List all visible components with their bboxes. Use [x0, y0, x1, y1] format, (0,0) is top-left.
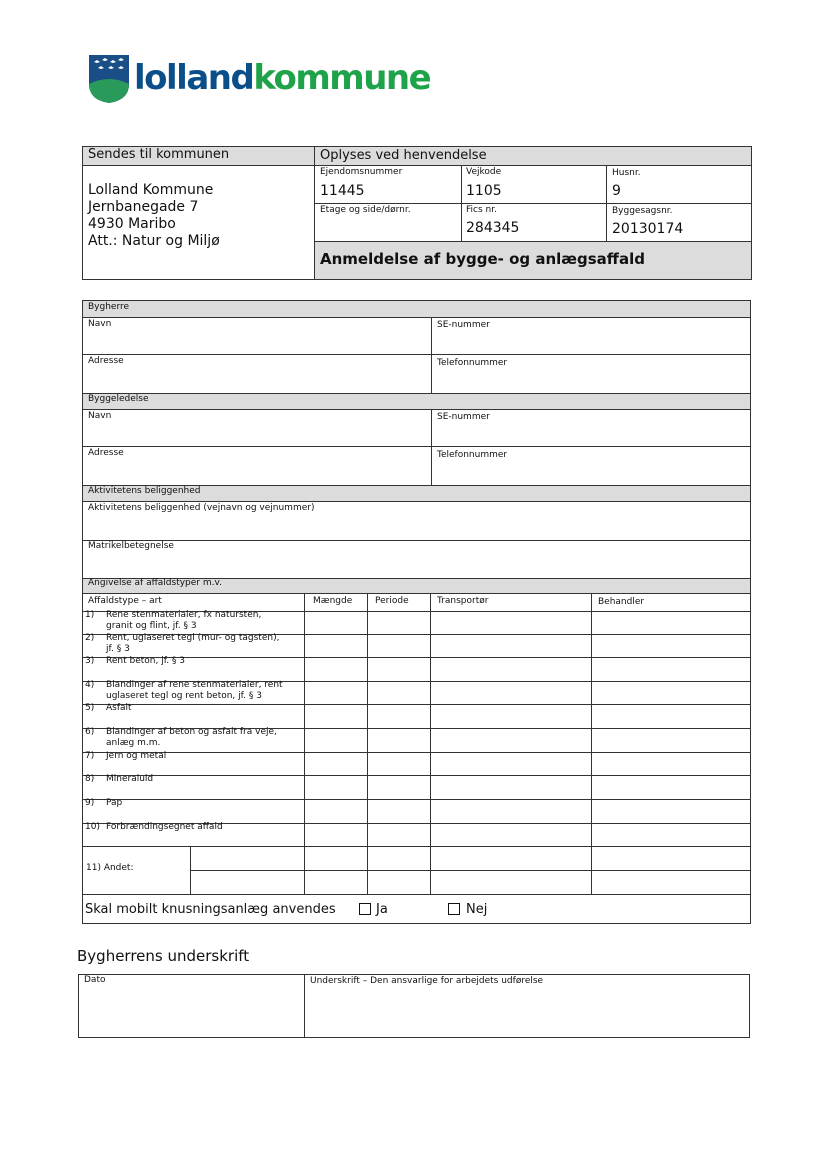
husnr-label: Husnr. — [612, 168, 641, 178]
waste-row-label: Jern og metal — [106, 751, 167, 761]
byggeledelse-adresse-label[interactable]: Adresse — [88, 448, 124, 458]
inquiry-title: Oplyses ved henvendelse — [320, 148, 487, 163]
section-byggeledelse: Byggeledelse — [88, 394, 149, 404]
address-line-4: Att.: Natur og Miljø — [88, 233, 220, 249]
signature-title: Bygherrens underskrift — [77, 947, 250, 965]
waste-row-label: Rent beton, jf. § 3 — [106, 656, 186, 666]
crusher-yes-label: Ja — [376, 902, 388, 917]
waste-row-number: 10) — [85, 822, 100, 832]
col-header-periode: Periode — [375, 596, 409, 606]
address-line-1: Lolland Kommune — [88, 182, 214, 198]
section-affald: Angivelse af affaldstyper m.v. — [88, 578, 222, 588]
col-header-transportor: Transportør — [437, 596, 489, 606]
crusher-no-checkbox[interactable] — [448, 903, 460, 915]
other-label: 11) Andet: — [86, 863, 134, 873]
byggeledelse-se-label[interactable]: SE-nummer — [437, 412, 490, 422]
fics-value: 284345 — [466, 220, 520, 236]
logo-text-kommune: kommune — [253, 58, 431, 98]
section-aktivitet: Aktivitetens beliggenhed — [88, 486, 201, 496]
ejendomsnummer-label: Ejendomsnummer — [320, 167, 403, 177]
aktivitet-field-label[interactable]: Aktivitetens beliggenhed (vejnavn og vejnummer) — [88, 503, 315, 513]
logo — [88, 54, 431, 106]
crusher-question: Skal mobilt knusningsanlæg anvendes — [85, 902, 336, 917]
col-header-type: Affaldstype – art — [88, 596, 162, 606]
bygherre-telefon-label[interactable]: Telefonnummer — [437, 358, 508, 368]
waste-row-label-cont: anlæg m.m. — [106, 738, 161, 748]
bygherre-navn-label[interactable]: Navn — [88, 319, 112, 329]
waste-row-label: Mineraluld — [106, 774, 154, 784]
waste-row-label: Rent, uglaseret tegl (mur- og tagsten), — [106, 633, 280, 643]
waste-row-label-cont: jf. § 3 — [106, 644, 130, 654]
col-header-behandler: Behandler — [598, 597, 645, 607]
address-line-2: Jernbanegade 7 — [88, 199, 199, 215]
waste-row-label-cont: granit og flint, jf. § 3 — [106, 621, 197, 631]
vejkode-label: Vejkode — [466, 167, 502, 177]
address-line-3: 4930 Maribo — [88, 216, 176, 232]
waste-row-number: 8) — [85, 774, 95, 784]
waste-row-label: Blandinger af rene stenmaterialer, rent — [106, 680, 283, 690]
waste-row-number: 7) — [85, 751, 95, 761]
waste-row-number: 2) — [85, 633, 95, 643]
logo-text-lolland: lolland — [134, 58, 254, 98]
signature-date-label[interactable]: Dato — [84, 975, 106, 985]
fics-label: Fics nr. — [466, 205, 497, 215]
waste-row-number: 6) — [85, 727, 95, 737]
waste-row-label: Pap — [106, 798, 123, 808]
waste-row-label: Rene stenmaterialer, fx natursten, — [106, 610, 262, 620]
waste-row-number: 1) — [85, 610, 95, 620]
col-header-maengde: Mængde — [313, 596, 353, 606]
byggeledelse-telefon-label[interactable]: Telefonnummer — [437, 450, 508, 460]
section-bygherre: Bygherre — [88, 302, 130, 312]
vejkode-value: 1105 — [466, 183, 502, 199]
form-title: Anmeldelse af bygge- og anlægsaffald — [320, 250, 645, 268]
waste-row-label: Asfalt — [106, 703, 132, 713]
waste-row-number: 9) — [85, 798, 95, 808]
waste-row-label: Forbrændingsegnet affald — [106, 822, 223, 832]
byggesagsnr-value: 20130174 — [612, 221, 684, 237]
byggesagsnr-label: Byggesagsnr. — [612, 206, 673, 216]
bygherre-adresse-label[interactable]: Adresse — [88, 356, 124, 366]
etage-label: Etage og side/dørnr. — [320, 205, 411, 215]
waste-row-label: Blandinger af beton og asfalt fra veje, — [106, 727, 277, 737]
crusher-yes-checkbox[interactable] — [359, 903, 371, 915]
waste-row-label-cont: uglaseret tegl og rent beton, jf. § 3 — [106, 691, 262, 701]
husnr-value: 9 — [612, 183, 621, 199]
waste-row-number: 3) — [85, 656, 95, 666]
crusher-no-label: Nej — [466, 902, 488, 917]
ejendomsnummer-value: 11445 — [320, 183, 365, 199]
send-to-title: Sendes til kommunen — [88, 147, 230, 162]
signature-sign-label[interactable]: Underskrift – Den ansvarlige for arbejdets udførelse — [310, 976, 544, 986]
byggeledelse-navn-label[interactable]: Navn — [88, 411, 112, 421]
bygherre-se-label[interactable]: SE-nummer — [437, 320, 490, 330]
waste-row-number: 5) — [85, 703, 95, 713]
matrikel-label[interactable]: Matrikelbetegnelse — [88, 541, 174, 551]
waste-row-number: 4) — [85, 680, 95, 690]
logo-shield-icon — [88, 54, 130, 104]
